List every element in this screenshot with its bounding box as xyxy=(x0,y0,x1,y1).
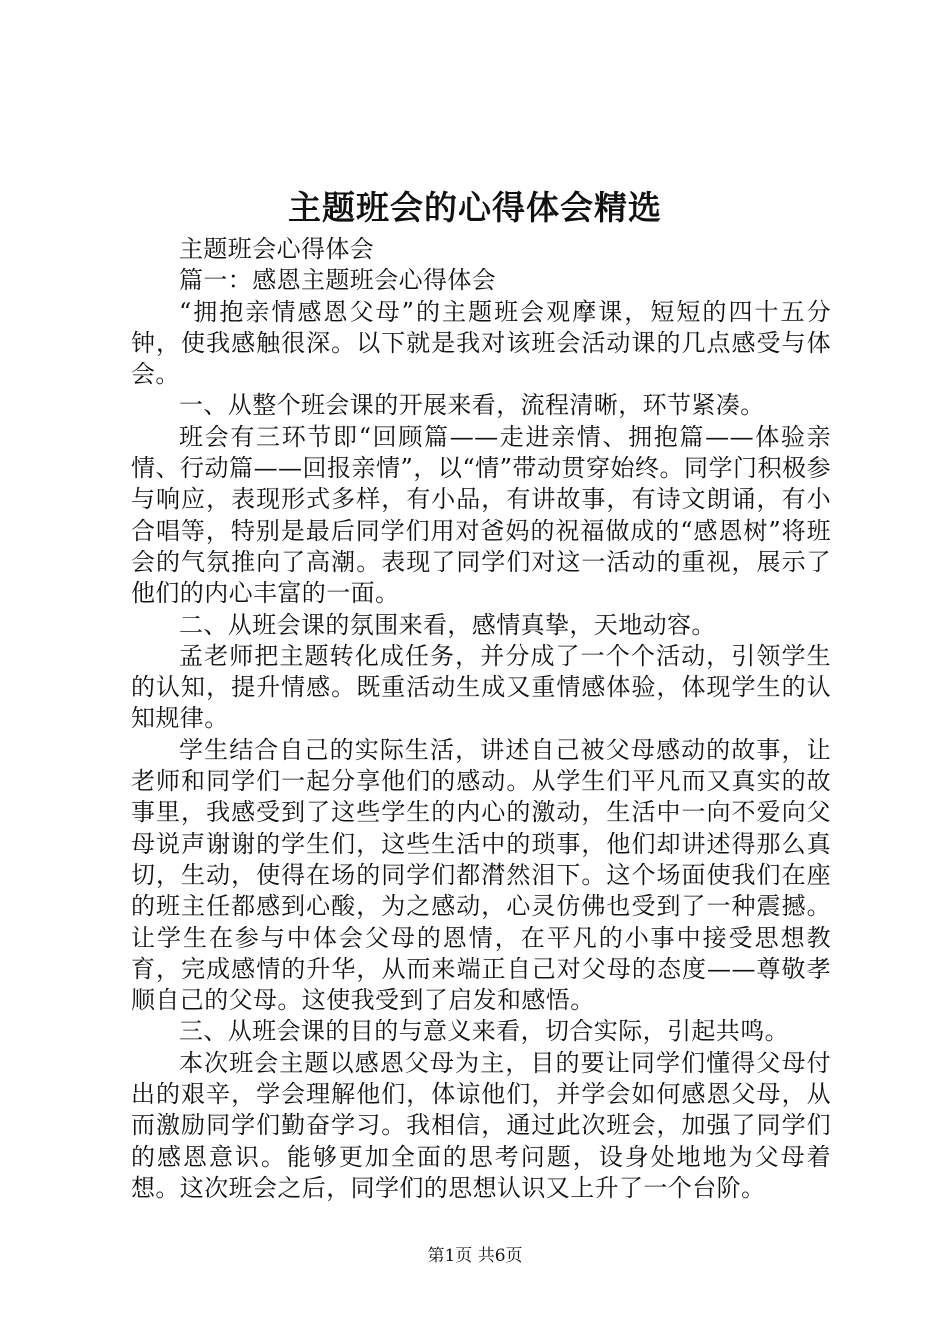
paragraph-subtitle: 主题班会心得体会 xyxy=(179,235,375,263)
page-number-footer: 第1页 共6页 xyxy=(427,1246,523,1266)
document-title: 主题班会的心得体会精选 xyxy=(288,188,662,227)
paragraph: 学生结合自己的实际生活，讲述自己被父母感动的故事，让老师和同学们一起分享他们的感动。从学生们平凡而又真实的故事里，我感受到了这些学生的内心的激动，生活中一向不爱向父母说声谢谢的学生们，这些生活中的琐事，他们却讲述得那么真切，生动，使得在场的同学们都潸然泪下。这个场面使我们在座的班主任都感到心酸，为之感动，心灵仿佛也受到了一种震撼。让学生在参与中体会父母的恩情，在平凡的小事中接受思想教育，完成感情的升华，从而来端正自己对父母的态度——尊敬孝顺自己的父母。这使我受到了启发和感悟。 xyxy=(131,735,831,1015)
paragraph-chapter-heading: 篇一：感恩主题班会心得体会 xyxy=(179,266,497,295)
paragraph: 本次班会主题以感恩父母为主，目的要让同学们懂得父母付出的艰辛，学会理解他们，体谅他们，并学会如何感恩父母，从而激励同学们勤奋学习。我相信，通过此次班会，加强了同学们的感恩意识。能够更加全面的思考问题，设身处地地为父母着想。这次班会之后，同学们的思想认识又上升了一个台阶。 xyxy=(131,1048,831,1202)
paragraph: 孟老师把主题转化成任务，并分成了一个个活动，引领学生的认知，提升情感。既重活动生成又重情感体验，体现学生的认知规律。 xyxy=(131,641,831,733)
section-heading: 三、从班会课的目的与意义来看，切合实际，引起共鸣。 xyxy=(179,1017,789,1046)
section-heading: 一、从整个班会课的开展来看，流程清晰，环节紧凑。 xyxy=(179,391,765,420)
paragraph: “拥抱亲情感恩父母”的主题班会观摩课，短短的四十五分钟，使我感触很深。以下就是我对该班会活动课的几点感受与体会。 xyxy=(131,297,831,389)
paragraph: 班会有三环节即“回顾篇——走进亲情、拥抱篇——体验亲情、行动篇——回报亲情”，以“情”带动贯穿始终。同学门积极参与响应，表现形式多样，有小品，有讲故事，有诗文朗诵，有小合唱等，特别是最后同学们用对爸妈的祝福做成的“感恩树”将班会的气氛推向了高潮。表现了同学们对这一活动的重视，展示了他们的内心丰富的一面。 xyxy=(131,422,831,608)
section-heading: 二、从班会课的氛围来看，感情真挚，天地动容。 xyxy=(179,610,716,639)
document-body xyxy=(131,234,831,1204)
